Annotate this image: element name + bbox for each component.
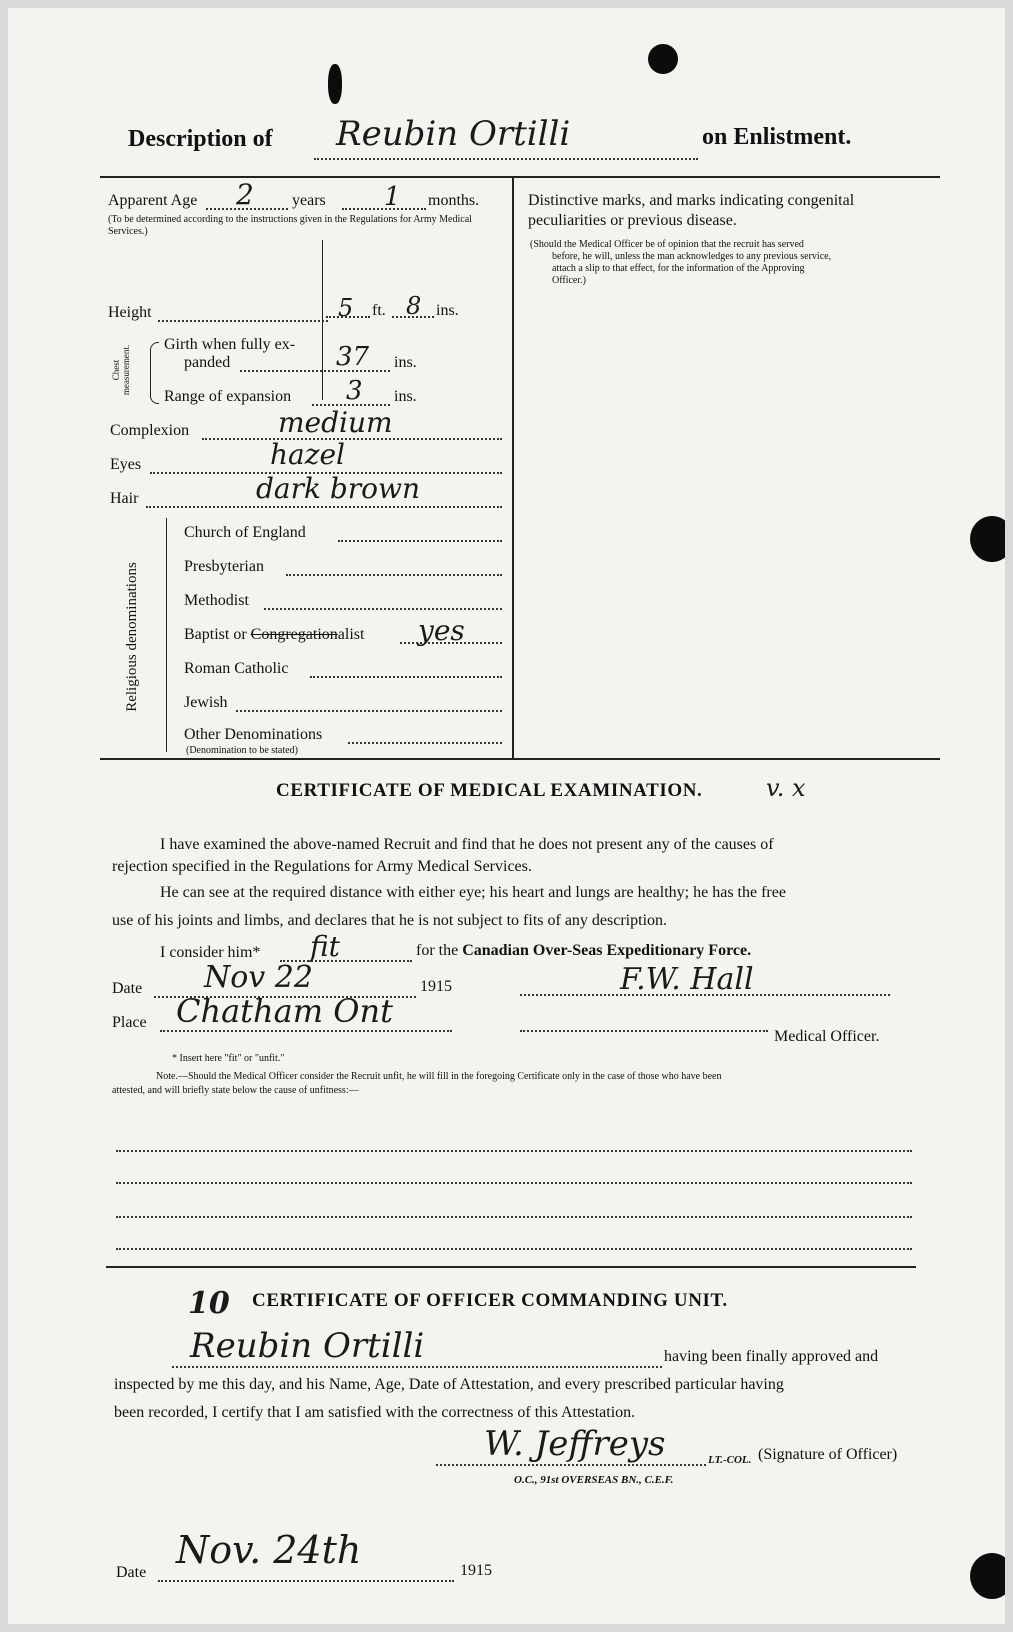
girth-unit: ins. bbox=[394, 354, 417, 371]
commanding-date-value: Nov. 24th bbox=[176, 1528, 362, 1572]
marks-note-2: before, he will, unless the man acknowledges to any previous service, bbox=[552, 251, 832, 262]
religion-catholic-line bbox=[310, 676, 502, 678]
medical-note-line1: Note.—Should the Medical Officer consider the Recruit unfit, he will fill in the foregoing Certificate only in the case of those who have been bbox=[156, 1071, 722, 1082]
punch-hole-right-upper bbox=[970, 516, 1005, 562]
religion-other-line bbox=[348, 742, 502, 744]
eyes-label: Eyes bbox=[110, 456, 142, 473]
medical-place-label: Place bbox=[112, 1014, 147, 1031]
commanding-date-year: 1915 bbox=[460, 1562, 492, 1579]
medical-officer-line bbox=[520, 1030, 768, 1032]
marks-title-2: peculiarities or previous disease. bbox=[528, 212, 737, 229]
commanding-name-value: Reubin Ortilli bbox=[190, 1326, 425, 1366]
commanding-line1-suffix: having been finally approved and bbox=[664, 1348, 879, 1365]
medical-date-label: Date bbox=[112, 980, 143, 997]
ins-label: ins. bbox=[436, 302, 459, 319]
unfitness-line-4 bbox=[116, 1248, 912, 1250]
marks-note-3: attach a slip to that effect, for the information of the Approving bbox=[552, 263, 805, 274]
ink-blot-top-left bbox=[328, 64, 342, 104]
religion-bracket bbox=[166, 518, 175, 752]
title-prefix: Description of bbox=[128, 126, 273, 152]
religion-other: Other Denominations bbox=[184, 726, 323, 743]
recruit-name: Reubin Ortilli bbox=[336, 114, 571, 154]
complexion-label: Complexion bbox=[110, 422, 190, 439]
religion-roman-catholic: Roman Catholic bbox=[184, 660, 289, 677]
range-label: Range of expansion bbox=[164, 388, 292, 405]
marks-note-1: (Should the Medical Officer be of opinion that the recruit has served bbox=[530, 239, 804, 250]
height-ft-line bbox=[326, 316, 370, 318]
medical-para2-line1: He can see at the required distance with either eye; his heart and lungs are healthy; he has the free bbox=[160, 884, 786, 901]
marks-note-4: Officer.) bbox=[552, 275, 586, 286]
consider-suffix-bold: Canadian Over-Seas Expeditionary Force. bbox=[462, 942, 752, 959]
commanding-date-line bbox=[158, 1580, 454, 1582]
medical-signature: F.W. Hall bbox=[620, 962, 754, 997]
religion-baptist-struck: Congregation bbox=[250, 626, 338, 643]
girth-label-1: Girth when fully ex- bbox=[164, 336, 296, 353]
height-ins-line bbox=[392, 316, 434, 318]
religion-presbyterian-line bbox=[286, 574, 502, 576]
title-suffix: on Enlistment. bbox=[702, 124, 852, 150]
range-value: 3 bbox=[346, 376, 363, 406]
column-divider bbox=[512, 178, 514, 758]
religion-baptist-value: yes bbox=[418, 614, 465, 647]
ft-label: ft. bbox=[372, 302, 386, 319]
commanding-heading: CERTIFICATE OF OFFICER COMMANDING UNIT. bbox=[252, 1290, 728, 1311]
medical-para1-line2: rejection specified in the Regulations for Army Medical Services. bbox=[112, 858, 532, 875]
medical-para2-line2: use of his joints and limbs, and declares that he is not subject to fits of any description. bbox=[112, 912, 668, 929]
medical-date-year: 1915 bbox=[420, 978, 452, 995]
hair-line bbox=[146, 506, 502, 508]
medical-para1-line1: I have examined the above-named Recruit and find that he does not present any of the causes of bbox=[160, 836, 774, 853]
hair-value: dark brown bbox=[256, 472, 421, 505]
commanding-margin-mark: 10 bbox=[188, 1286, 230, 1321]
eyes-value: hazel bbox=[270, 438, 346, 471]
years-label: years bbox=[292, 192, 326, 209]
consider-prefix: I consider him* bbox=[160, 944, 261, 961]
medical-heading: CERTIFICATE OF MEDICAL EXAMINATION. bbox=[276, 780, 703, 801]
medical-officer-label: Medical Officer. bbox=[774, 1028, 880, 1045]
religion-presbyterian: Presbyterian bbox=[184, 558, 264, 575]
religion-jewish-line bbox=[236, 710, 502, 712]
months-label: months. bbox=[428, 192, 480, 209]
religion-methodist-line bbox=[264, 608, 502, 610]
girth-label-2: panded bbox=[184, 354, 231, 371]
religion-baptist-prefix: Baptist or bbox=[184, 626, 251, 643]
chest-brace bbox=[150, 342, 159, 404]
commanding-date-label: Date bbox=[116, 1564, 147, 1581]
religion-baptist bbox=[184, 626, 364, 644]
medical-date-value: Nov 22 bbox=[204, 960, 313, 995]
medical-footnote: * Insert here "fit" or "unfit." bbox=[172, 1053, 285, 1064]
height-label: Height bbox=[108, 304, 152, 321]
religion-jewish: Jewish bbox=[184, 694, 228, 711]
marks-title-1: Distinctive marks, and marks indicating congenital bbox=[528, 192, 855, 209]
medical-place-value: Chatham Ont bbox=[176, 992, 393, 1030]
top-border bbox=[100, 176, 940, 178]
title-dotted-line bbox=[314, 158, 698, 160]
medical-place-line bbox=[160, 1030, 452, 1032]
religion-church-line bbox=[338, 540, 502, 542]
religion-baptist-suffix: alist bbox=[337, 626, 365, 643]
range-unit: ins. bbox=[394, 388, 417, 405]
religion-label: Religious denominations bbox=[124, 562, 140, 712]
chest-measurement-label: Chest measurement. bbox=[111, 344, 131, 396]
age-note: (To be determined according to the instructions given in the Regulations for Army Medical Services.) bbox=[108, 214, 472, 237]
medical-mark: v. x bbox=[766, 774, 806, 802]
punch-hole-right-lower bbox=[970, 1553, 1005, 1599]
hair-label: Hair bbox=[110, 490, 139, 507]
attestation-page bbox=[8, 8, 1005, 1624]
girth-value: 37 bbox=[336, 342, 370, 372]
unfitness-line-3 bbox=[116, 1216, 912, 1218]
commanding-rank-stamp: LT.-COL. bbox=[708, 1454, 752, 1466]
age-years-value: 2 bbox=[236, 178, 254, 211]
punch-hole-top bbox=[648, 44, 678, 74]
apparent-age-label: Apparent Age bbox=[108, 192, 198, 209]
height-ft-value: 5 bbox=[338, 294, 354, 322]
mid-border bbox=[100, 758, 940, 760]
consider-value: fit bbox=[310, 930, 340, 963]
consider-suffix bbox=[416, 942, 751, 960]
age-months-value: 1 bbox=[384, 182, 401, 212]
religion-methodist: Methodist bbox=[184, 592, 249, 609]
consider-suffix-plain: for the bbox=[416, 942, 463, 959]
complexion-value: medium bbox=[278, 406, 393, 439]
height-ins-value: 8 bbox=[406, 292, 422, 320]
commanding-unit-stamp: O.C., 91st OVERSEAS BN., C.E.F. bbox=[514, 1474, 674, 1486]
unfitness-line-2 bbox=[116, 1182, 912, 1184]
commanding-line2: inspected by me this day, and his Name, Age, Date of Attestation, and every prescribed particular having bbox=[114, 1376, 784, 1393]
religion-other-note: (Denomination to be stated) bbox=[186, 745, 298, 756]
commanding-signature-line bbox=[436, 1464, 706, 1466]
commanding-name-line bbox=[172, 1366, 662, 1368]
height-line bbox=[158, 320, 328, 322]
commanding-signature: W. Jeffreys bbox=[484, 1424, 666, 1464]
lower-border bbox=[106, 1266, 916, 1268]
commanding-signature-label: (Signature of Officer) bbox=[758, 1446, 898, 1463]
religion-church-of-england: Church of England bbox=[184, 524, 306, 541]
medical-note-line2: attested, and will briefly state below the cause of unfitness:— bbox=[112, 1085, 359, 1096]
commanding-line3: been recorded, I certify that I am satisfied with the correctness of this Attestation. bbox=[114, 1404, 636, 1421]
unfitness-line-1 bbox=[116, 1150, 912, 1152]
